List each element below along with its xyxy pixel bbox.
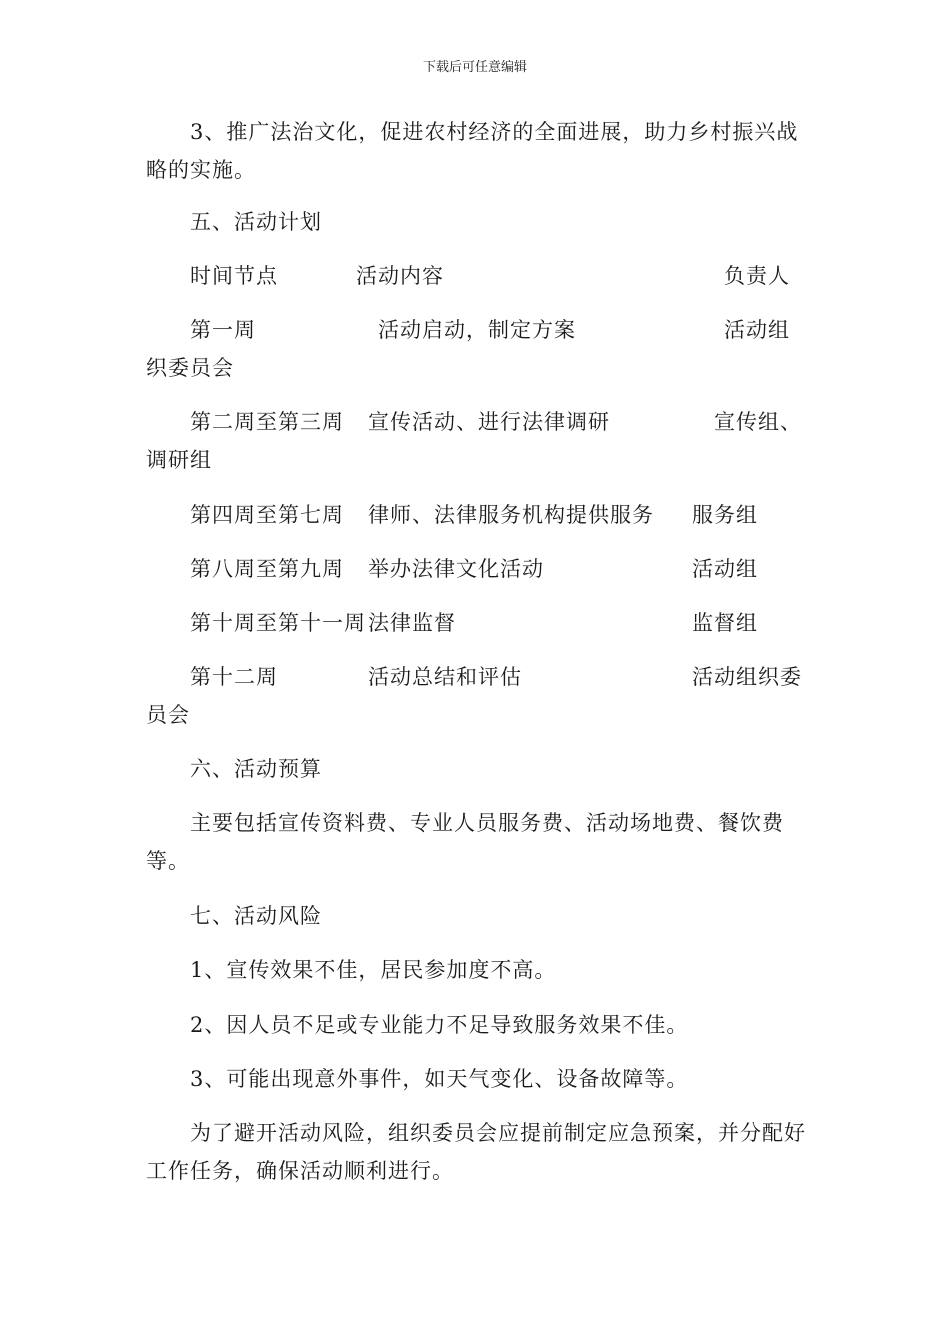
plan-owner: 活动组 <box>692 557 758 581</box>
paragraph-intro-3: 3、推广法治文化，促进农村经济的全面进展，助力乡村振兴战略的实施。 <box>146 120 799 182</box>
plan-row <box>146 403 811 479</box>
plan-owner-wrap: 员会 <box>146 703 190 727</box>
plan-time: 第一周 <box>190 318 256 342</box>
paragraph-budget: 主要包括宣传资料费、专业人员服务费、活动场地费、餐饮费等。 <box>146 811 784 873</box>
risk-item-3: 3、可能出现意外事件，如天气变化、设备故障等。 <box>190 1067 689 1091</box>
heading-budget: 六、活动预算 <box>190 757 322 781</box>
paragraph-risk-mitigation: 为了避开活动风险，组织委员会应提前制定应急预案，并分配好工作任务，确保活动顺利进行。 <box>146 1121 806 1183</box>
plan-content: 活动启动，制定方案 <box>378 318 576 342</box>
plan-time: 第八周至第九周 <box>190 557 344 581</box>
page-header: 下载后可任意编辑 <box>422 60 527 75</box>
plan-owner-wrap: 织委员会 <box>146 356 234 380</box>
plan-content: 法律监督 <box>368 611 456 635</box>
plan-row <box>146 311 811 387</box>
plan-row <box>146 658 811 734</box>
plan-content: 活动总结和评估 <box>368 665 522 689</box>
plan-content: 举办法律文化活动 <box>368 557 544 581</box>
risk-item-1: 1、宣传效果不佳，居民参加度不高。 <box>190 958 557 982</box>
col-time-header: 时间节点 <box>190 264 278 288</box>
plan-time: 第二周至第三周 <box>190 410 344 434</box>
plan-time: 第十二周 <box>190 665 278 689</box>
plan-owner: 活动组织委 <box>692 665 802 689</box>
plan-owner: 监督组 <box>692 611 758 635</box>
plan-time: 第四周至第七周 <box>190 503 344 527</box>
plan-time: 第十周至第十一周 <box>190 611 366 635</box>
plan-owner: 宣传组、 <box>714 410 802 434</box>
heading-risk: 七、活动风险 <box>190 904 322 928</box>
plan-content: 宣传活动、进行法律调研 <box>368 410 610 434</box>
plan-owner: 服务组 <box>692 503 758 527</box>
plan-owner-wrap: 调研组 <box>146 448 212 472</box>
plan-owner: 活动组 <box>724 318 790 342</box>
col-content-header: 活动内容 <box>356 264 444 288</box>
risk-item-2: 2、因人员不足或专业能力不足导致服务效果不佳。 <box>190 1013 689 1037</box>
col-owner-header: 负责人 <box>724 264 790 288</box>
plan-content: 律师、法律服务机构提供服务 <box>368 503 654 527</box>
heading-plan: 五、活动计划 <box>190 210 322 234</box>
